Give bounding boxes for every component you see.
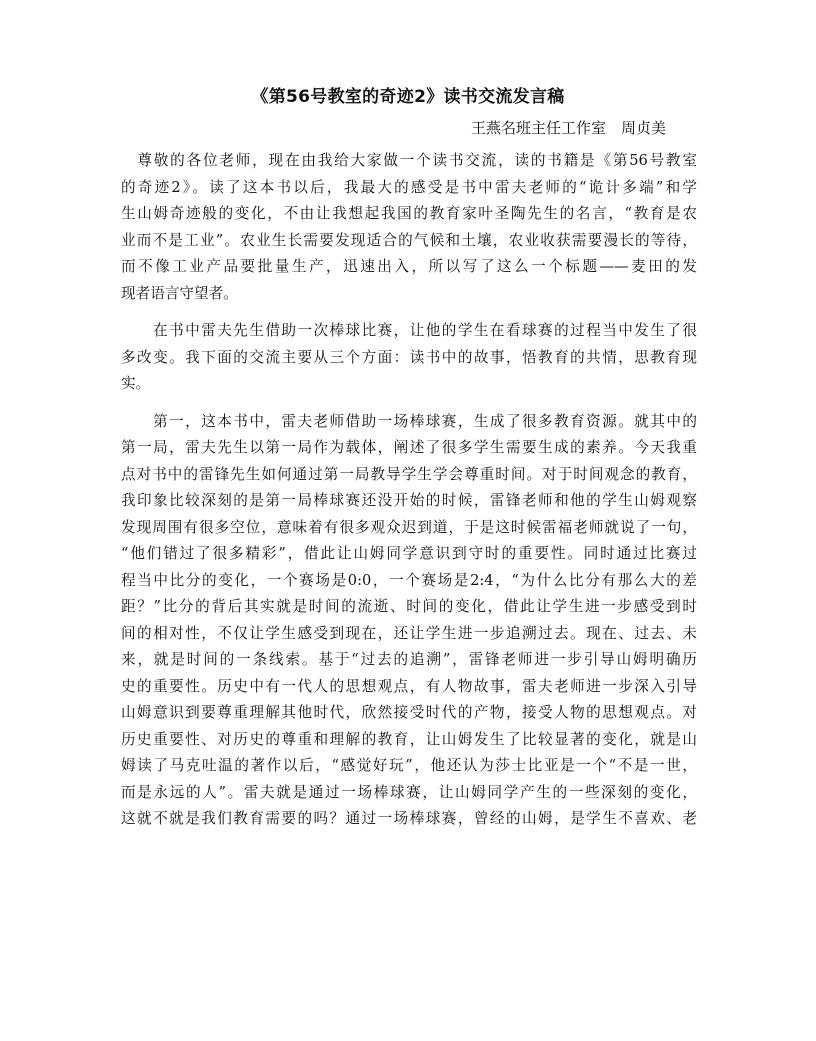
text-line: 的奇迹2》。读了这本书以后，我最大的感受是书中雷夫老师的“诡计多端”和学	[121, 178, 697, 196]
text-line: 第一局，雷夫先生以第一局作为载体，阐述了很多学生需要生成的素养。今天我重	[121, 439, 697, 456]
document-title: 《第56号教室的奇迹2》读书交流发言稿	[251, 87, 565, 107]
text-line: 距？”比分的背后其实就是时间的流逝、时间的变化，借此让学生进一步感受到时	[121, 598, 697, 615]
paragraph-gap	[121, 307, 697, 318]
text-line: 程当中比分的变化，一个赛场是0:0，一个赛场是2:4，“为什么比分有那么大的差	[121, 571, 697, 589]
text-line: 第一，这本书中，雷夫老师借助一场棒球赛，生成了很多教育资源。就其中的	[121, 412, 697, 430]
text-line: 多改变。我下面的交流主要从三个方面：读书中的故事，悟教育的共情，思教育现	[121, 348, 697, 366]
text-line: 点对书中的雷锋先生如何通过第一局教导学生学会尊重时间。对于时间观念的教育，	[121, 465, 697, 483]
text-line: 间的相对性，不仅让学生感受到现在，还让学生进一步追溯过去。现在、过去、未	[121, 624, 697, 642]
text-line: 业而不是工业”。农业生长需要发现适合的气候和土壤，农业收获需要漫长的等待，	[121, 231, 697, 249]
text-line: 生山姆奇迹般的变化，不由让我想起我国的教育家叶圣陶先生的名言，“教育是农	[121, 205, 697, 222]
text-line: 实。	[121, 375, 151, 392]
text-line: 我印象比较深刻的是第一局棒球赛还没开始的时候，雷锋老师和他的学生山姆观察	[121, 492, 697, 509]
text-line: 姆读了马克吐温的著作以后，“感觉好玩”，他还认为莎士比亚是一个“不是一世，	[121, 757, 697, 774]
text-line: 而是永远的人”。雷夫就是通过一场棒球赛，让山姆同学产生的一些深刻的变化，	[121, 783, 697, 801]
text-line: 现者语言守望者。	[121, 284, 238, 302]
text-line: 山姆意识到要尊重理解其他时代，欣然接受时代的产物，接受人物的思想观点。对	[121, 704, 697, 721]
text-line: 在书中雷夫先生借助一次棒球比赛，让他的学生在看球赛的过程当中发生了很	[121, 322, 697, 339]
paragraph-gap	[121, 398, 697, 409]
text-line: 发现周围有很多空位，意味着有很多观众迟到道，于是这时候雷福老师就说了一句，	[121, 518, 697, 536]
document-body	[121, 148, 697, 833]
text-line: “他们错过了很多精彩”，借此让山姆同学意识到守时的重要性。同时通过比赛过	[121, 545, 697, 562]
text-line: 尊敬的各位老师，现在由我给大家做一个读书交流，读的书籍是《第56号教室	[121, 152, 697, 169]
text-line: 而不像工业产品要批量生产，迅速出入，所以写了这么一个标题——麦田的发	[121, 258, 697, 275]
text-line: 来，就是时间的一条线索。基于“过去的追溯”，雷锋老师进一步引导山姆明确历	[121, 651, 697, 668]
text-line: 这就不就是我们教育需要的吗？通过一场棒球赛，曾经的山姆，是学生不喜欢、老	[121, 810, 697, 827]
paragraph	[121, 409, 697, 833]
paragraph	[121, 318, 697, 398]
document-author: 王燕名班主任工作室 周贞美	[470, 119, 666, 137]
text-line: 史的重要性。历史中有一代人的思想观点，有人物故事，雷夫老师进一步深入引导	[121, 677, 697, 695]
text-line: 历史重要性、对历史的尊重和理解的教育，让山姆发生了比较显著的变化，就是山	[121, 730, 697, 748]
paragraph	[121, 148, 697, 307]
